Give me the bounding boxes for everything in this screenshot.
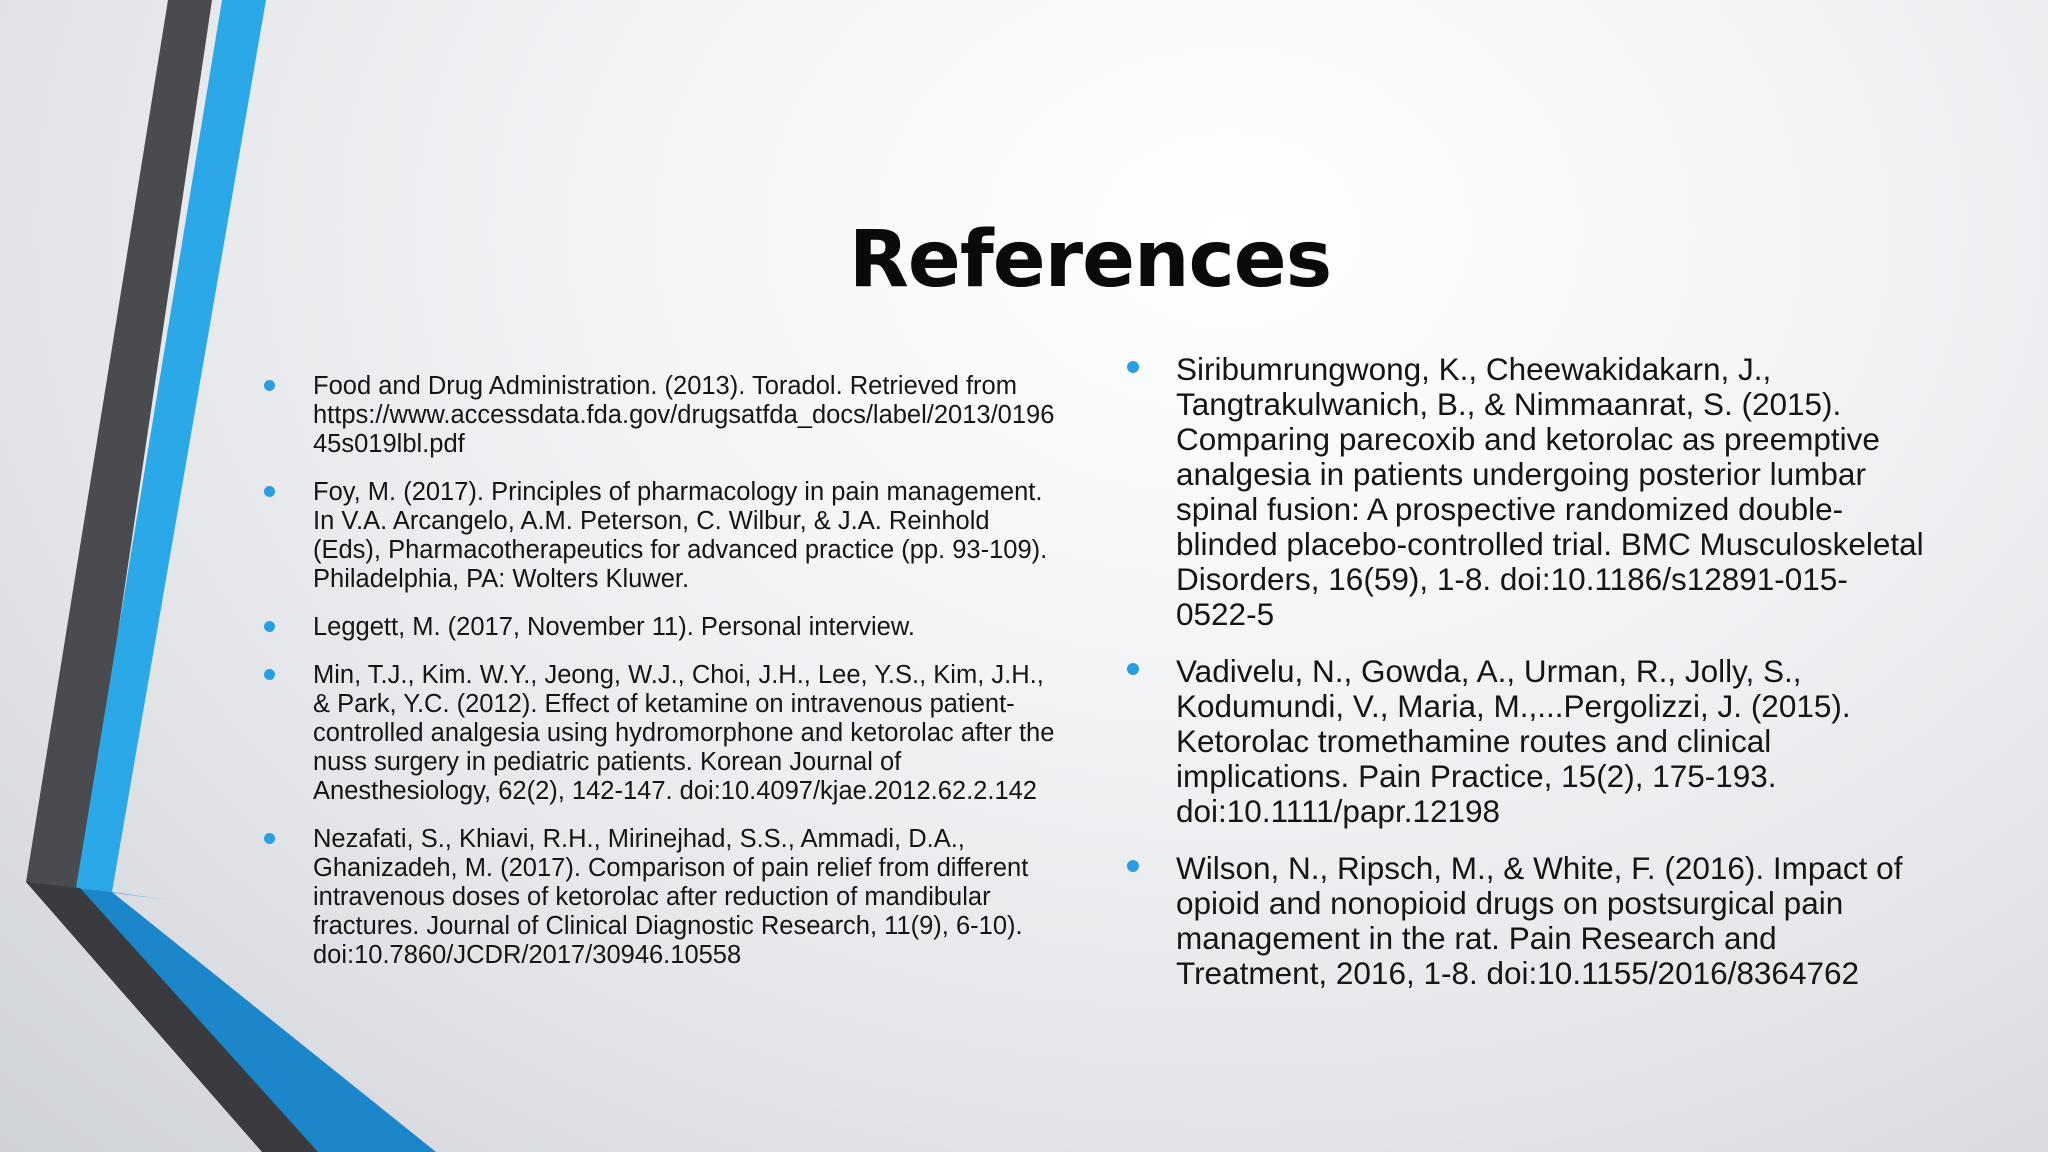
reference-text: Food and Drug Administration. (2013). Toradol. Retrieved from https://www.accessdata.fda.gov/drugsatfda_docs/label/2013/019645s019lbl.pdf [313,372,1055,458]
bullet-dot-icon [264,380,275,391]
bullet-dot-icon [264,486,275,497]
bullet-dot-icon [264,669,275,680]
reference-item [262,478,1062,594]
reference-text: Foy, M. (2017). Principles of pharmacology in pain management. In V.A. Arcangelo, A.M. Peterson, C. Wilbur, & J.A. Reinhold (Eds), Pharmacotherapeutics for advanced practice (pp. 93-109). Philadelphia, PA: Wolters Kluwer. [313,478,1048,593]
reference-text: Vadivelu, N., Gowda, A., Urman, R., Jolly, S., Kodumundi, V., Maria, M.,...Pergolizzi, J. (2015). Ketorolac tromethamine routes and clinical implications. Pain Practice, 15(2), 175-193. doi:10.1111/papr.12198 [1176,653,1851,829]
reference-text: Wilson, N., Ripsch, M., & White, F. (2016). Impact of opioid and nonopioid drugs on postsurgical pain management in the rat. Pain Research and Treatment, 2016, 1-8. doi:10.1155/2016/8364762 [1176,850,1903,991]
reference-item [1125,352,1925,632]
bullet-dot-icon [1127,860,1139,872]
reference-text: Leggett, M. (2017, November 11). Personal interview. [313,613,915,641]
reference-item [262,372,1062,459]
reference-item [262,825,1062,970]
bullet-dot-icon [1127,663,1139,675]
bullet-dot-icon [1127,361,1139,373]
reference-item [1125,851,1925,991]
slide-title: References [848,215,1332,305]
reference-item [262,661,1062,806]
references-list-right [1125,352,1925,1013]
bullet-dot-icon [264,833,275,844]
reference-text: Nezafati, S., Khiavi, R.H., Mirinejhad, S.S., Ammadi, D.A., Ghanizadeh, M. (2017). Comparison of pain relief from different intravenous doses of ketorolac after reduction of mandibular fractures. Journal of Clinical Diagnostic Research, 11(9), 6-10). doi:10.7860/JCDR/2017/30946.10558 [313,825,1029,969]
bullet-dot-icon [264,621,275,632]
reference-text: Siribumrungwong, K., Cheewakidakarn, J., Tangtrakulwanich, B., & Nimmaanrat, S. (2015). Comparing parecoxib and ketorolac as preemptive analgesia in patients undergoing posterior lumbar spinal fusion: A prospective randomized double-blinded placebo-controlled trial. BMC Musculoskeletal Disorders, 16(59), 1-8. doi:10.1186/s12891-015-0522-5 [1176,351,1924,632]
references-list-left [262,372,1062,989]
reference-item [262,613,1062,642]
reference-item [1125,654,1925,829]
reference-text: Min, T.J., Kim. W.Y., Jeong, W.J., Choi, J.H., Lee, Y.S., Kim, J.H., & Park, Y.C. (2012). Effect of ketamine on intravenous patient-controlled analgesia using hydromorphone and ketorolac after the nuss surgery in pediatric patients. Korean Journal of Anesthesiology, 62(2), 142-147. doi:10.4097/kjae.2012.62.2.142 [313,661,1055,805]
